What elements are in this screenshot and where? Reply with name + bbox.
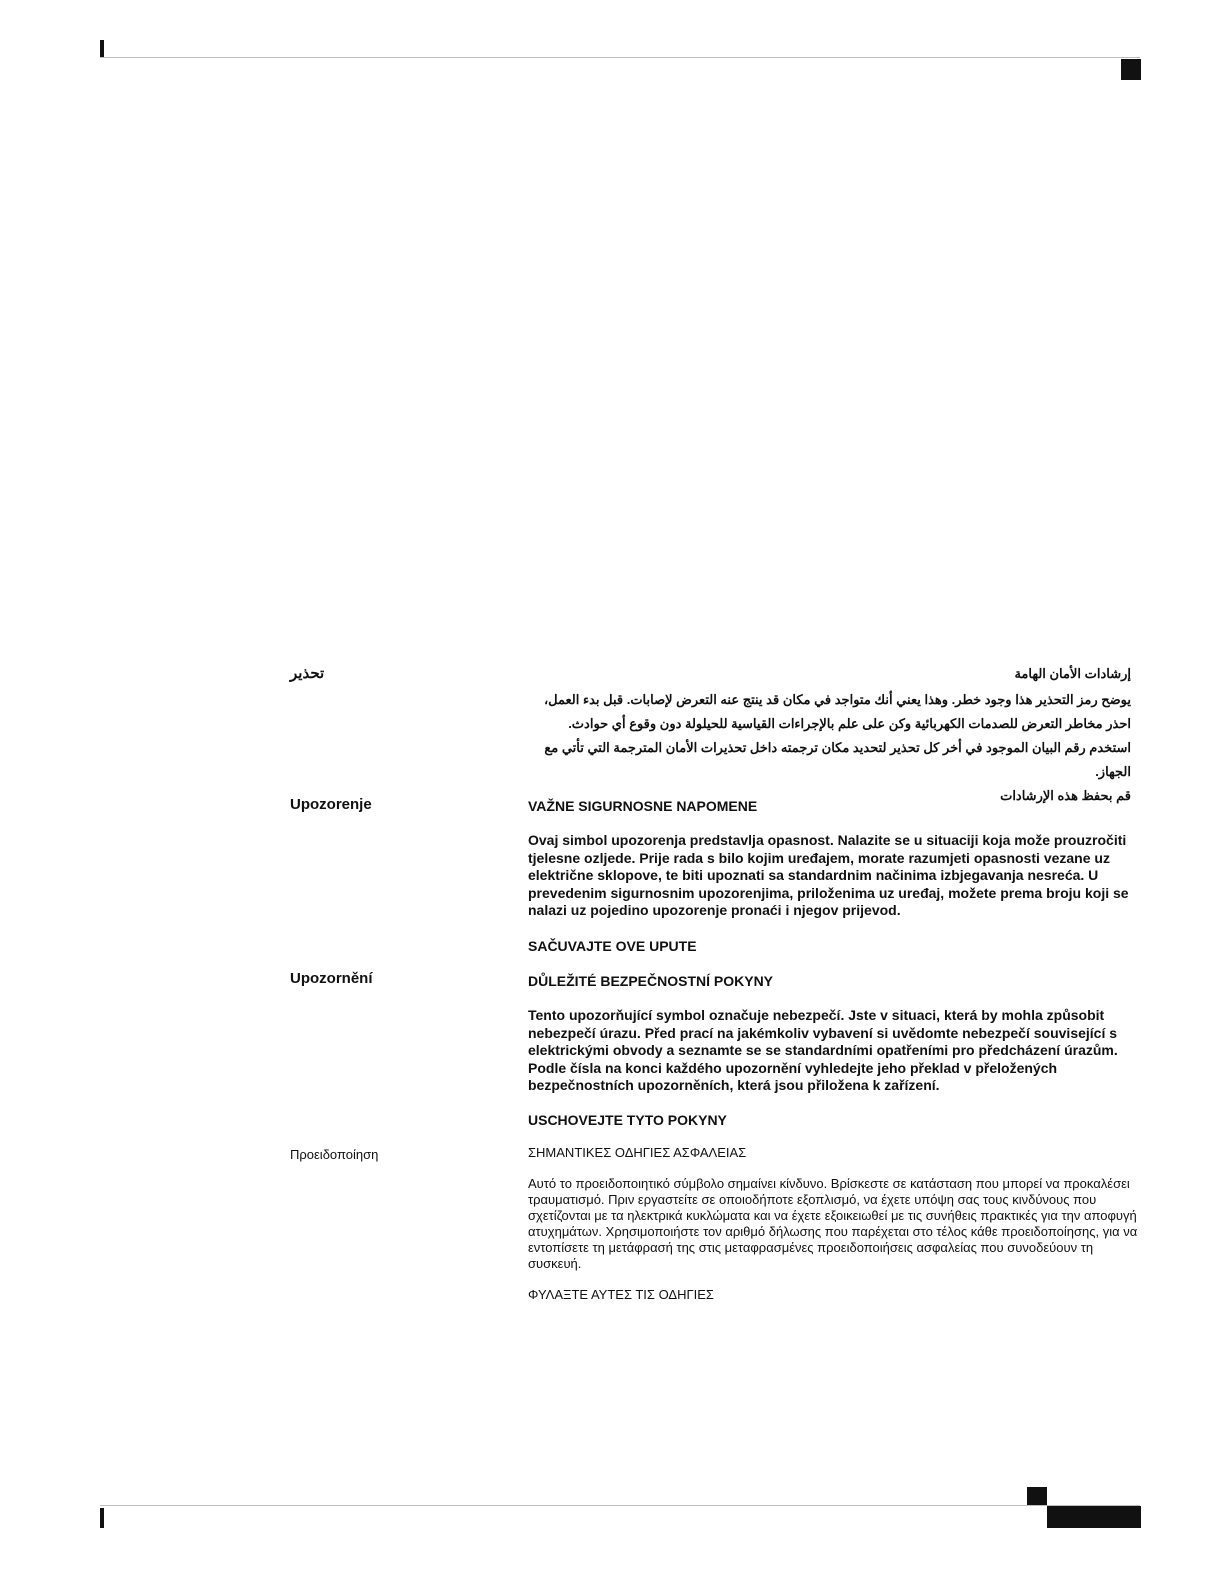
header-marker-box bbox=[1121, 59, 1141, 80]
warning-label-greek: Προειδοποίηση bbox=[290, 1147, 379, 1162]
warning-footer-croatian: SAČUVAJTE OVE UPUTE bbox=[528, 938, 697, 954]
warning-heading-czech: DŮLEŽITÉ BEZPEČNOSTNÍ POKYNY bbox=[528, 973, 774, 989]
warning-label-czech: Upozornění bbox=[290, 970, 373, 987]
warning-label-croatian: Upozorenje bbox=[290, 796, 372, 813]
warning-footer-czech: USCHOVEJTE TYTO POKYNY bbox=[528, 1112, 727, 1128]
footer-tick-mark bbox=[100, 1508, 104, 1528]
footer-page-tab bbox=[1047, 1506, 1141, 1528]
warning-block-croatian bbox=[528, 798, 1146, 814]
warning-heading-greek: ΣΗΜΑΝΤΙΚΕΣ ΟΔΗΓΙΕΣ ΑΣΦΑΛΕΙΑΣ bbox=[528, 1145, 747, 1160]
footer-rule bbox=[100, 1505, 1140, 1506]
warning-footer-arabic: قم بحفظ هذه الإرشادات bbox=[1000, 788, 1131, 803]
header-rule bbox=[100, 57, 1140, 58]
footer-marker-box bbox=[1027, 1487, 1047, 1505]
warning-body-arabic: يوضح رمز التحذير هذا وجود خطر. وهذا يعني أنك متواجد في مكان قد ينتج عنه التعرض لإصابات. قبل بدء العمل، احذر مخاطر التعرض للصدمات الكهربائية وكن على علم بالإجراءات القياسية للحيلولة دون وقوع أي حوادث. استخدم رقم البيان الموجود في أخر كل تحذير لتحديد مكان ترجمته داخل تحذيرات الأمان المترجمة التي تأتي مع الجهاز. bbox=[543, 692, 1131, 779]
warning-block-czech bbox=[528, 973, 1146, 989]
warning-body-croatian: Ovaj simbol upozorenja predstavlja opasnost. Nalazite se u situaciji koja može prouzročiti tjelesne ozljede. Prije rada s bilo kojim uređajem, morate razumjeti opasnosti vezane uz električne sklopove, te biti upoznati sa standardnim načinima izbjegavanja nesreća. U prevedenim sigurnosnim upozorenjima, priloženima uz uređaj, možete prema broju koji se nalazi uz pojedino upozorenje pronaći i njegov prijevod. bbox=[528, 832, 1129, 919]
warning-footer-greek: ΦΥΛΑΞΤΕ ΑΥΤΕΣ ΤΙΣ ΟΔΗΓΙΕΣ bbox=[528, 1287, 714, 1302]
warning-heading-croatian: VAŽNE SIGURNOSNE NAPOMENE bbox=[528, 798, 758, 814]
warning-block-greek bbox=[528, 1145, 1146, 1160]
warning-body-czech: Tento upozorňující symbol označuje nebezpečí. Jste v situaci, která by mohla způsobit nebezpečí úrazu. Před prací na jakémkoliv vybavení si uvědomte nebezpečí související s elektrickými obvody a seznamte se se standardními opatřeními pro předcházení úrazům. Podle čísla na konci každého upozornění vyhledejte jeho překlad v přeložených bezpečnostních upozorněních, která jsou přiložena k zařízení. bbox=[528, 1007, 1118, 1094]
warning-body-greek: Αυτό το προειδοποιητικό σύμβολο σημαίνει κίνδυνο. Βρίσκεστε σε κατάσταση που μπορεί να προκαλέσει τραυματισμό. Πριν εργαστείτε σε οποιοδήποτε εξοπλισμό, να έχετε υπόψη σας τους κινδύνους που σχετίζονται με τα ηλεκτρικά κυκλώματα και να έχετε εξοικειωθεί με τις συνήθεις πρακτικές για την αποφυγή ατυχημάτων. Χρησιμοποιήστε τον αριθμό δήλωσης που παρέχεται στο τέλος κάθε προειδοποίησης, για να εντοπίσετε τη μετάφρασή της στις μεταφρασμένες προειδοποιήσεις ασφαλείας που συνοδεύουν τη συσκευή. bbox=[528, 1176, 1138, 1271]
warning-block-arabic bbox=[528, 666, 1131, 808]
warning-label-arabic: تحذير bbox=[290, 665, 325, 682]
header-tick-mark bbox=[100, 40, 104, 58]
warning-heading-arabic: إرشادات الأمان الهامة bbox=[1014, 666, 1131, 681]
